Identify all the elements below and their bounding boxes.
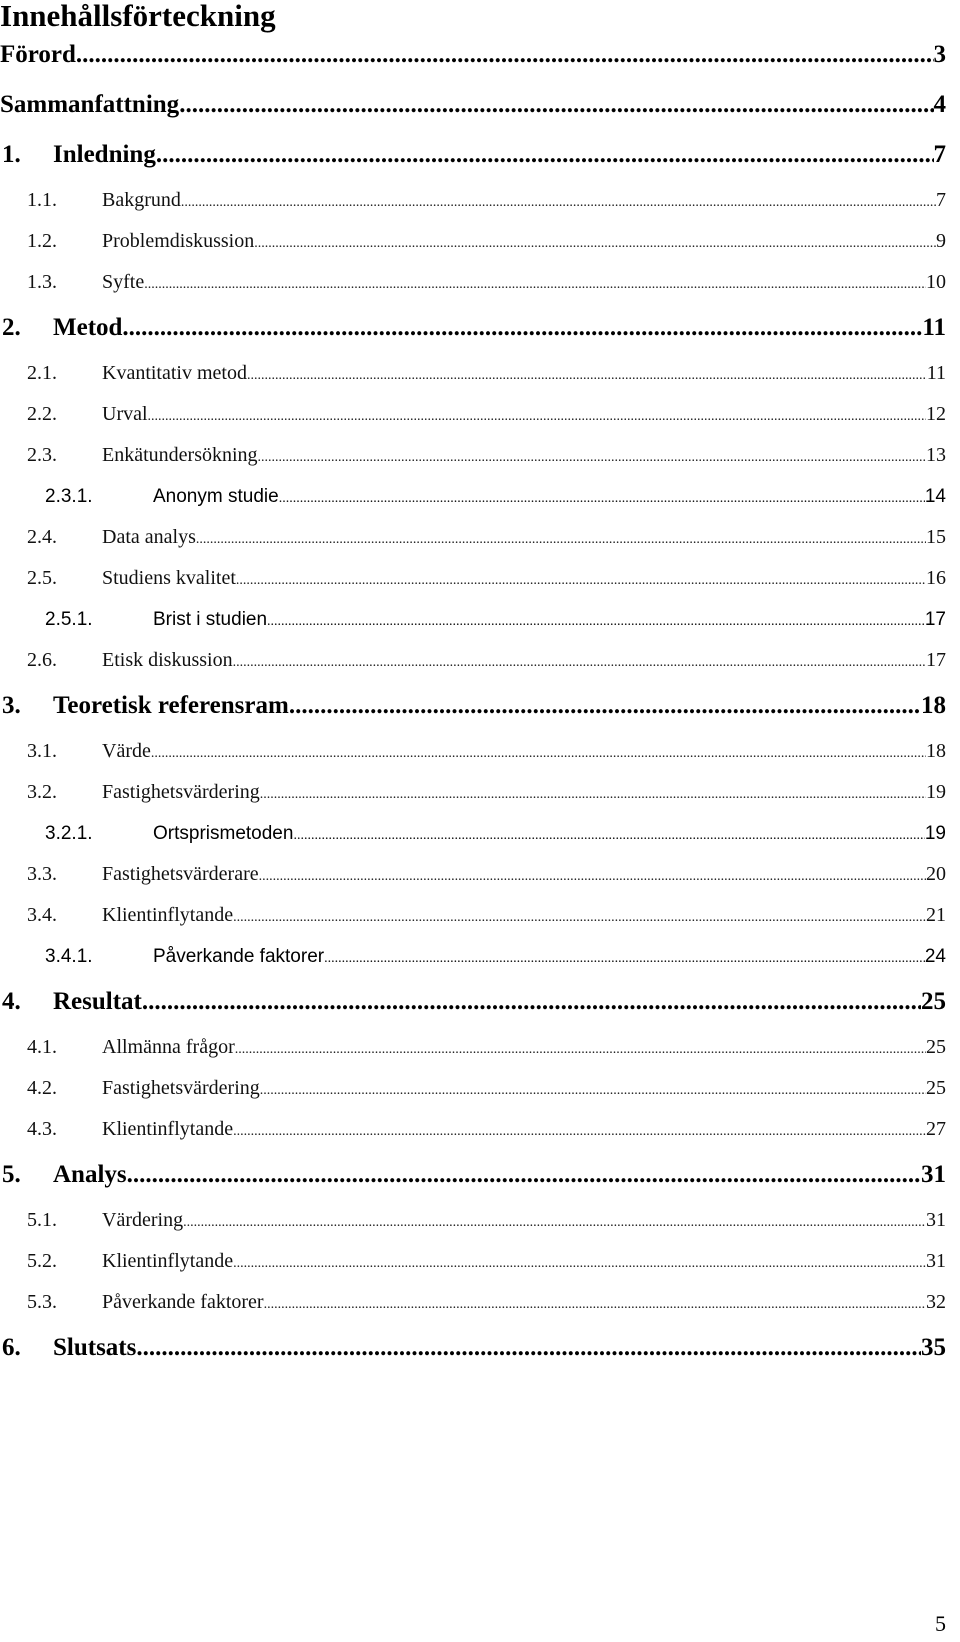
toc-entry-number: 4.: [2, 988, 21, 1015]
toc-entry-title: Slutsats: [53, 1334, 137, 1361]
toc-entry-title: Brist i studien: [153, 609, 268, 630]
toc-entry[interactable]: [0, 681, 960, 731]
toc-entry-page: 11: [922, 314, 946, 341]
toc-entry-page: 25: [921, 988, 946, 1015]
dot-leader: [279, 478, 925, 519]
toc-entry-page: 7: [936, 189, 946, 211]
toc-entry[interactable]: [0, 180, 960, 221]
toc-entry[interactable]: [0, 1109, 960, 1150]
toc-entry-title: Fastighetsvärdering: [102, 1077, 260, 1099]
toc-entry[interactable]: [0, 772, 960, 813]
toc-entry-number: 5.2.: [27, 1250, 57, 1272]
toc-entry-number: 4.1.: [27, 1036, 57, 1058]
toc-entry-page: 16: [926, 567, 946, 589]
toc-entry-number: 1.: [2, 141, 21, 168]
toc-entry[interactable]: [0, 558, 960, 599]
toc-entry-title: Analys: [53, 1161, 127, 1188]
toc-entry-number: 4.3.: [27, 1118, 57, 1140]
toc-entry-title: Enkätundersökning: [102, 444, 258, 466]
toc-entry-title: Kvantitativ metod: [102, 362, 247, 384]
toc-entry-title: Sammanfattning: [0, 91, 180, 118]
dot-leader: [144, 264, 926, 305]
toc-entry[interactable]: [0, 977, 960, 1027]
toc-entry-number: 3.1.: [27, 740, 57, 762]
dot-leader: [233, 1111, 926, 1152]
toc-entry-title: Etisk diskussion: [102, 649, 233, 671]
toc-entry[interactable]: [0, 262, 960, 303]
toc-entry[interactable]: [0, 854, 960, 895]
toc-entry-title: Allmänna frågor: [102, 1036, 235, 1058]
toc-entry[interactable]: [0, 394, 960, 435]
toc-entry-page: 21: [926, 904, 946, 926]
toc-entry-page: 7: [933, 141, 946, 168]
dot-leader: [122, 303, 922, 353]
dot-leader: [183, 1202, 926, 1243]
toc-entry-number: 5.1.: [27, 1209, 57, 1231]
toc-entry-number: 3.2.1.: [45, 823, 93, 844]
toc-entry-page: 24: [924, 946, 946, 967]
toc-entry-page: 4: [933, 91, 946, 118]
toc-entry-title: Värde: [102, 740, 151, 762]
toc-entry[interactable]: [0, 640, 960, 681]
dot-leader: [236, 560, 926, 601]
toc-entry-number: 1.3.: [27, 271, 57, 293]
toc-entry-title: Syfte: [102, 271, 145, 293]
toc-entry-page: 25: [926, 1036, 946, 1058]
toc-entry-page: 17: [926, 649, 946, 671]
toc-entry-title: Klientinflytande: [102, 1118, 234, 1140]
toc-entry[interactable]: [0, 1150, 960, 1200]
toc-entry-page: 25: [926, 1077, 946, 1099]
toc-entry-page: 11: [926, 362, 946, 384]
dot-leader: [233, 1243, 926, 1284]
dot-leader: [233, 897, 926, 938]
toc-entry-number: 2.3.: [27, 444, 57, 466]
toc-entry-page: 14: [924, 486, 946, 507]
toc-entry-page: 31: [926, 1209, 946, 1231]
dot-leader: [235, 1029, 926, 1070]
dot-leader: [324, 938, 925, 979]
toc-entry-title: Resultat: [53, 988, 142, 1015]
dot-leader: [196, 519, 926, 560]
dot-leader: [148, 396, 926, 437]
toc-entry-page: 18: [926, 740, 946, 762]
toc-entry-title: Förord: [0, 41, 76, 68]
toc-entry[interactable]: [0, 1323, 960, 1373]
toc-entry-title: Värdering: [102, 1209, 184, 1231]
toc-entry-title: Klientinflytande: [102, 904, 234, 926]
dot-leader: [264, 1284, 926, 1325]
toc-entry-title: Klientinflytande: [102, 1250, 234, 1272]
toc-entry-number: 1.2.: [27, 230, 57, 252]
toc-entry[interactable]: [0, 476, 960, 517]
dot-leader: [142, 977, 921, 1027]
toc-entry-title: Problemdiskussion: [102, 230, 255, 252]
toc-entry-page: 20: [926, 863, 946, 885]
toc-entry[interactable]: [0, 1068, 960, 1109]
toc-entry-title: Inledning: [53, 141, 156, 168]
dot-leader: [259, 856, 926, 897]
toc-entry-page: 13: [926, 444, 946, 466]
dot-leader: [260, 774, 926, 815]
toc-entry[interactable]: [0, 221, 960, 262]
toc-entry-number: 5.3.: [27, 1291, 57, 1313]
toc-entry[interactable]: [0, 30, 960, 80]
table-of-contents: [0, 30, 960, 1373]
toc-entry-number: 2.5.: [27, 567, 57, 589]
toc-entry-title: Fastighetsvärdering: [102, 781, 260, 803]
dot-leader: [76, 30, 934, 80]
toc-entry[interactable]: [0, 353, 960, 394]
toc-entry-page: 17: [924, 609, 946, 630]
toc-entry-number: 3.: [2, 692, 21, 719]
dot-leader: [156, 130, 934, 180]
toc-entry-number: 6.: [2, 1334, 21, 1361]
toc-entry-page: 31: [926, 1250, 946, 1272]
dot-leader: [267, 601, 925, 642]
toc-entry-title: Ortsprismetoden: [153, 823, 294, 844]
toc-entry-page: 19: [926, 781, 946, 803]
dot-leader: [260, 1070, 926, 1111]
toc-heading: Innehållsförteckning: [0, 0, 276, 33]
toc-entry-page: 10: [926, 271, 946, 293]
toc-entry[interactable]: [0, 303, 960, 353]
toc-entry-number: 3.4.: [27, 904, 57, 926]
dot-leader: [151, 733, 926, 774]
toc-entry-number: 3.4.1.: [45, 946, 93, 967]
toc-entry-number: 2.: [2, 314, 21, 341]
dot-leader: [233, 642, 926, 683]
toc-entry-title: Teoretisk referensram: [53, 692, 289, 719]
dot-leader: [254, 223, 936, 264]
toc-entry-title: Påverkande faktorer: [102, 1291, 264, 1313]
toc-entry-title: Bakgrund: [102, 189, 181, 211]
toc-entry[interactable]: [0, 731, 960, 772]
toc-entry-page: 35: [921, 1334, 946, 1361]
toc-entry[interactable]: [0, 1241, 960, 1282]
toc-entry[interactable]: [0, 80, 960, 130]
toc-entry-number: 2.6.: [27, 649, 57, 671]
dot-leader: [247, 355, 927, 396]
toc-entry[interactable]: [0, 895, 960, 936]
toc-entry-page: 3: [933, 41, 946, 68]
toc-entry-title: Urval: [102, 403, 148, 425]
toc-entry-title: Studiens kvalitet: [102, 567, 236, 589]
toc-entry[interactable]: [0, 936, 960, 977]
dot-leader: [293, 815, 924, 856]
toc-entry[interactable]: [0, 599, 960, 640]
toc-entry[interactable]: [0, 1282, 960, 1323]
dot-leader: [181, 182, 936, 223]
toc-entry-page: 19: [924, 823, 946, 844]
toc-entry-page: 27: [926, 1118, 946, 1140]
toc-entry-number: 5.: [2, 1161, 21, 1188]
toc-entry-page: 31: [921, 1161, 946, 1188]
toc-entry[interactable]: [0, 435, 960, 476]
toc-entry-title: Metod: [53, 314, 123, 341]
dot-leader: [136, 1323, 921, 1373]
toc-entry-title: Påverkande faktorer: [153, 946, 325, 967]
toc-entry[interactable]: [0, 1200, 960, 1241]
toc-entry[interactable]: [0, 813, 960, 854]
dot-leader: [258, 437, 926, 478]
toc-entry-number: 3.2.: [27, 781, 57, 803]
toc-entry-number: 2.3.1.: [45, 486, 93, 507]
toc-entry-page: 18: [921, 692, 946, 719]
toc-entry-number: 3.3.: [27, 863, 57, 885]
toc-entry-title: Data analys: [102, 526, 196, 548]
toc-entry-number: 2.5.1.: [45, 609, 93, 630]
toc-entry-number: 2.4.: [27, 526, 57, 548]
toc-entry-page: 15: [926, 526, 946, 548]
toc-entry-page: 32: [926, 1291, 946, 1313]
toc-entry-title: Anonym studie: [153, 486, 279, 507]
dot-leader: [127, 1150, 921, 1200]
toc-entry[interactable]: [0, 517, 960, 558]
toc-entry-page: 9: [936, 230, 946, 252]
toc-entry-number: 4.2.: [27, 1077, 57, 1099]
toc-entry-number: 2.1.: [27, 362, 57, 384]
toc-entry[interactable]: [0, 1027, 960, 1068]
page-number: 5: [935, 1611, 946, 1636]
dot-leader: [289, 681, 921, 731]
toc-entry-number: 2.2.: [27, 403, 57, 425]
toc-entry-number: 1.1.: [27, 189, 57, 211]
dot-leader: [179, 80, 933, 130]
toc-entry-page: 12: [926, 403, 946, 425]
toc-entry-title: Fastighetsvärderare: [102, 863, 259, 885]
toc-entry[interactable]: [0, 130, 960, 180]
